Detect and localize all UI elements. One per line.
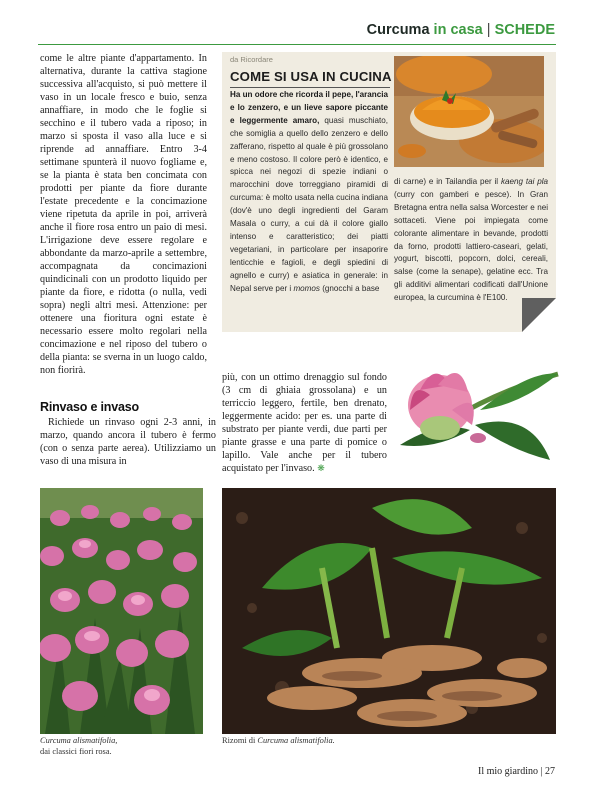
box-text-c: di carne) e in Tailandia per il	[394, 177, 501, 186]
caption-right-prefix: Rizomi di	[222, 736, 258, 745]
page-footer: Il mio giardino | 27	[478, 766, 555, 777]
rinvaso-section	[40, 400, 216, 468]
article-column-2	[222, 371, 387, 475]
caption-left	[40, 736, 205, 757]
header-title: Curcuma	[366, 22, 430, 38]
end-mark-icon: ❋	[317, 463, 325, 473]
box-title: COME SI USA IN CUCINA	[230, 69, 392, 84]
article-text-2: più, con un ottimo drenaggio sul fondo (3 cm di ghiaia grossolana) e un terriccio leggero, fertile, ben drenato, leggermente acido: per es. una parte di substrato per piante verdi, due parti per piante grasse e una parte di pomice o lapillo. Vale anche per il tubero acquistato per l'invaso.	[222, 372, 387, 474]
curcuma-flower-photo	[380, 350, 560, 475]
box-label: da Ricordare	[230, 55, 273, 64]
header-subtitle: in casa	[433, 22, 483, 38]
header-separator: |	[486, 22, 491, 38]
box-text-d: (curry con gamberi e pesce). In Gran Bretagna entra nella salsa Worcester e nei sottaceti. Viene poi impiegata come colorante alimentare in bevande, prodotti da forno, prodotti lattiero-caseari, gelati, yogurt, biscotti, popcorn, dolci, cereali, salse (come la senape), gelatine ecc. Tra gli additivi alimentari codificati dall'Unione europea, la curcumina è l'E100.	[394, 189, 548, 303]
box-italic-kaeng: kaeng tai pla	[500, 177, 548, 186]
box-text-column-1	[230, 89, 388, 296]
box-italic-momos: momos	[293, 283, 320, 293]
caption-left-species: Curcuma alismatifolia,	[40, 736, 118, 745]
box-lead: Ha un odore che ricorda il pepe, l'arancia e lo zenzero, e un lieve sapore piccante e leggermente amaro,	[230, 90, 389, 125]
curcuma-rhizomes-photo	[222, 488, 556, 734]
sidebar-box	[222, 52, 556, 332]
box-title-rule	[230, 87, 390, 88]
box-page-curl-shadow	[522, 298, 556, 332]
box-text-column-2	[394, 176, 548, 305]
rinvaso-text: Richiede un rinvaso ogni 2-3 anni, in marzo, quando ancora il tubero è fermo (con o senza parte aerea). Utilizziamo un vaso di una misura in	[40, 417, 216, 467]
caption-right	[222, 736, 522, 747]
header-section: SCHEDE	[494, 22, 555, 38]
pink-flowers-field-photo	[40, 488, 203, 734]
box-text-a: quasi muschiato, che somiglia a quello dello zenzero e dello zafferano, rispetto al quale è più grossolano e meno costoso. Il colore però è identico, e spicca nei negozi di spezie indiani o marocchini dove torreggiano piramidi di curcuma: è molto usata nella cucina indiana (dov'è uno degli ingredienti del Garam Masala o curry, a cui dà il colore giallo intenso e caratteristico; dei piatti vegetariani, in particolare per insaporire lenticchie e fagioli, e degli spiedini di agnello e curry) e asiatica in generale: in Nepal serve per i	[230, 115, 388, 293]
header-rule	[38, 44, 556, 45]
caption-left-text: dai classici fiori rosa.	[40, 746, 112, 756]
rinvaso-heading: Rinvaso e invaso	[40, 400, 139, 414]
turmeric-bowl-photo	[394, 56, 544, 167]
caption-right-species: Curcuma alismatifolia.	[257, 736, 335, 745]
article-column-1	[40, 52, 207, 377]
box-text-b: (gnocchi a base	[319, 283, 380, 293]
page-header	[367, 22, 555, 38]
article-text-1: come le altre piante d'appartamento. In alternativa, durante la cattiva stagione successiva all'acquisto, si può mettere il vaso in un locale fresco e buio, senza annaffiare, in modo che le foglie si secchino e il tubero vada a riposo; in marzo si sposta il vaso alla luce e si riprende ad annaffiare. Entro 3-4 settimane spunterà il nuovo fogliame e, se la pianta è stata ben concimata con prodotti per piante da fiore durante l'estate precedente e la concimazione viene ripetuta da aprile in poi, arriverà anche il fiore rosa entro un paio di mesi. L'irrigazione deve essere regolare e abbondante da marzo-aprile a settembre, accompagnata da concimazioni quindicinali con un prodotto liquido per piante da fiore, e ridotta (o nulla, vedi sopra) negli altri mesi. Attenzione: per ottenere una fioritura ogni estate è necessario essere molto regolari nella concimazione e nel riposo del tubero o della pianta: se sverna in un luogo caldo, non fiorirà.	[40, 53, 207, 376]
